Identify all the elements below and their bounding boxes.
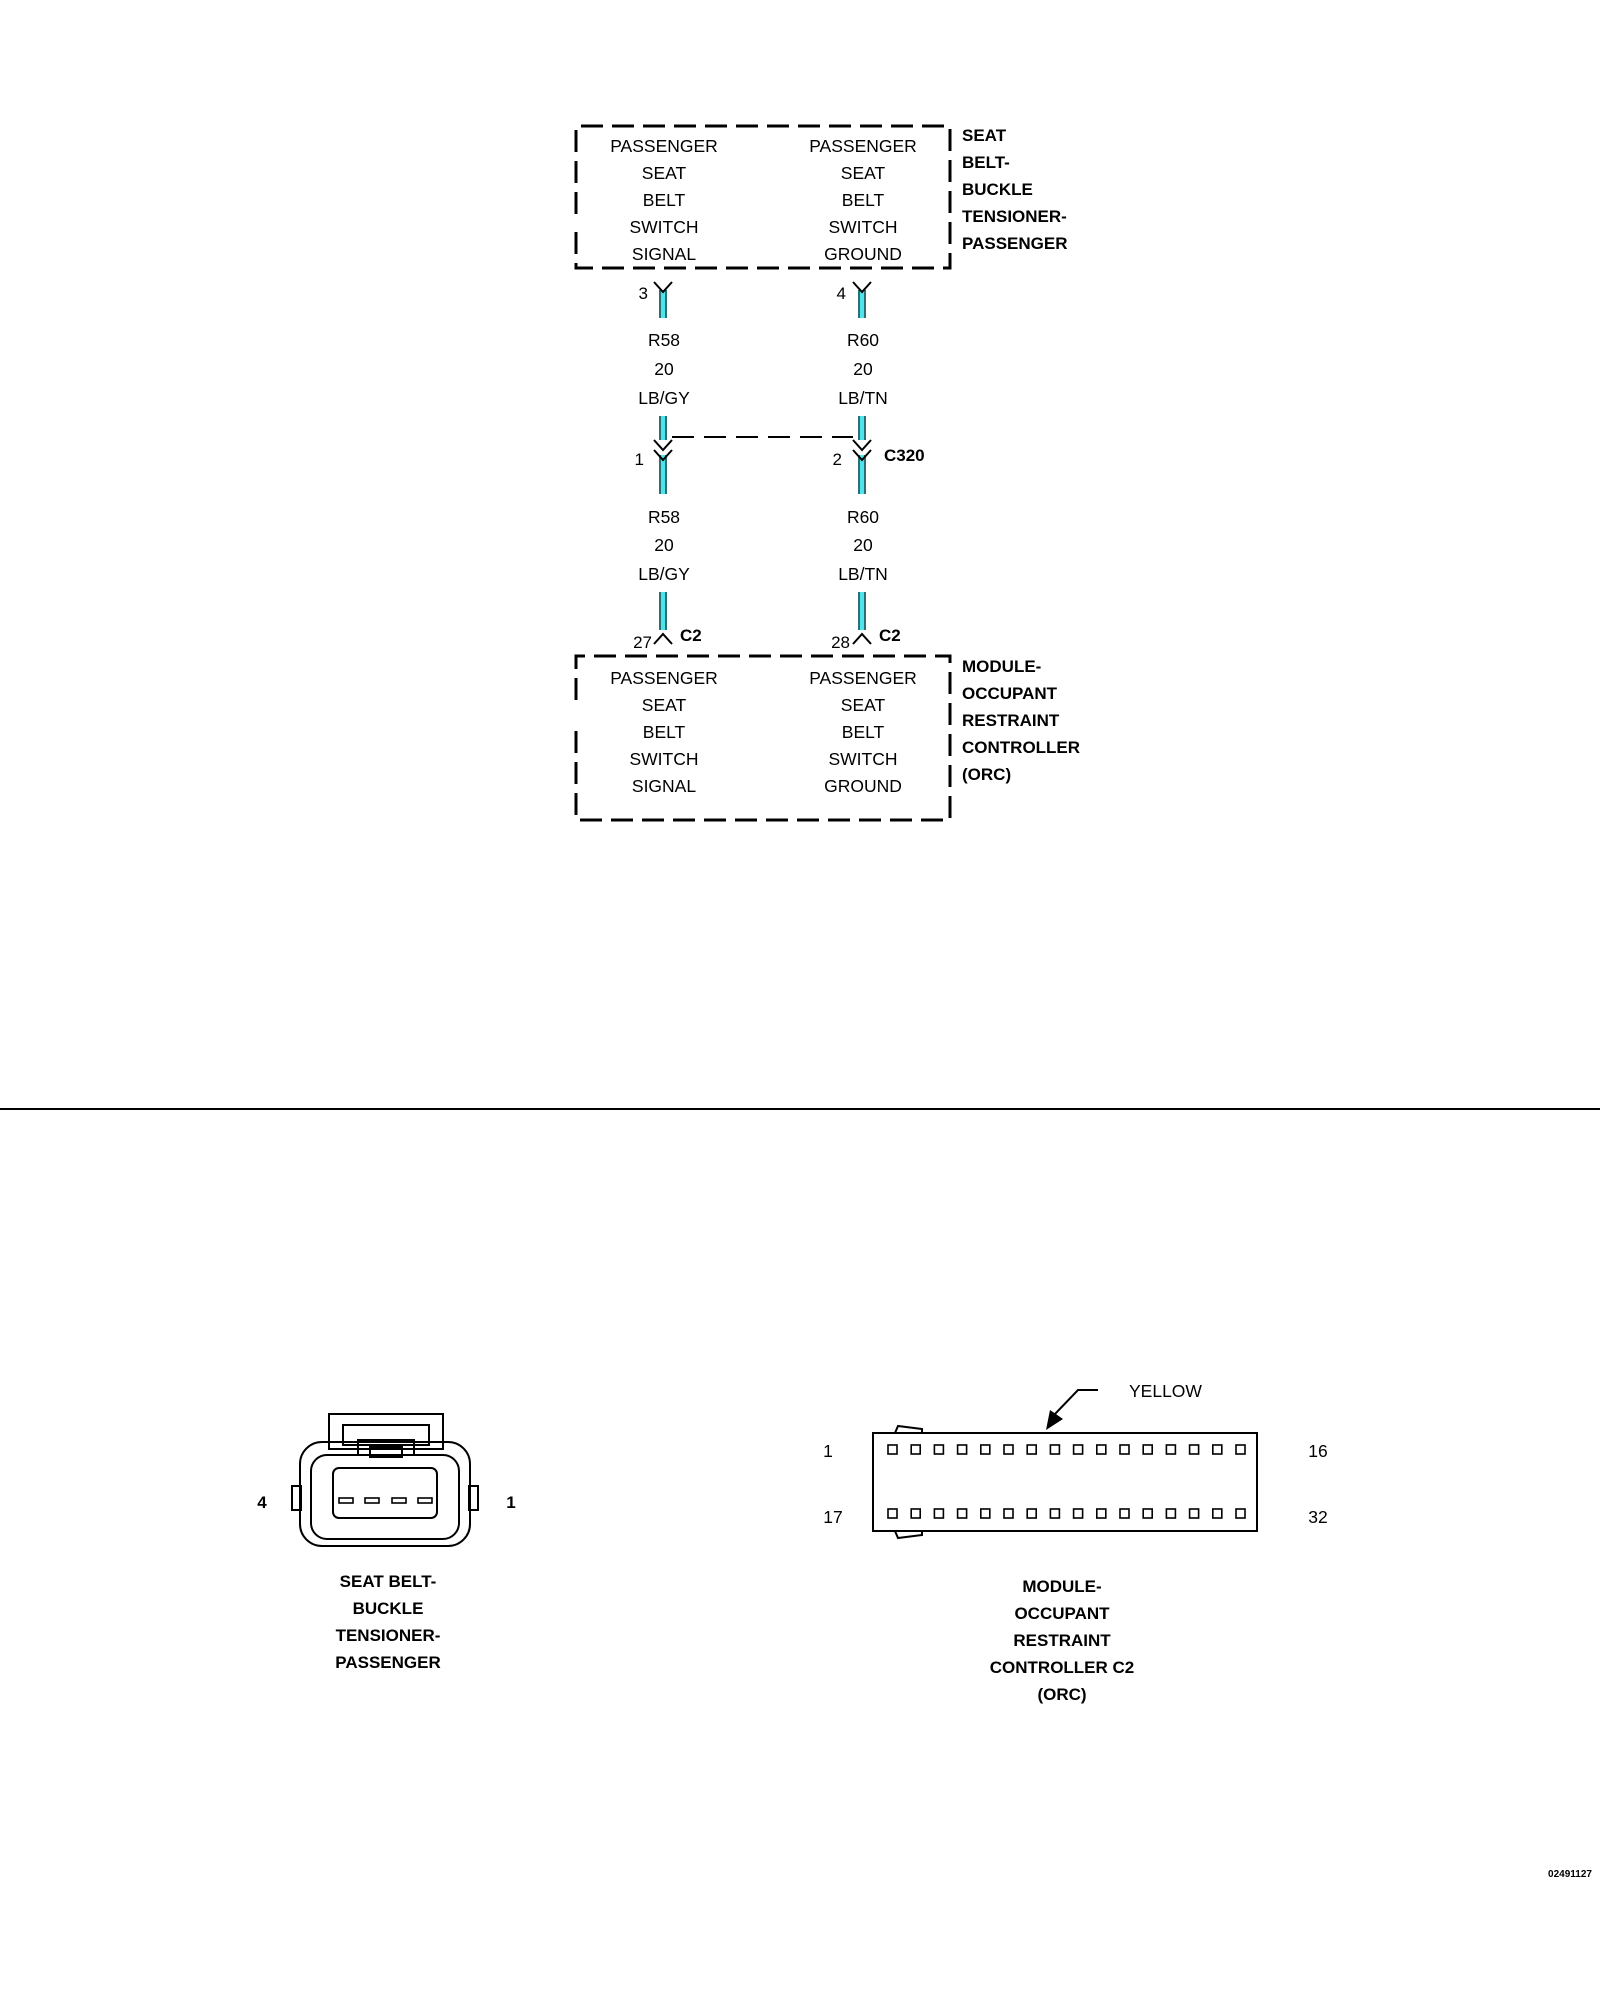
circuit-text: SWITCH bbox=[629, 217, 699, 237]
pin-number: 27 bbox=[633, 633, 652, 652]
cavity-row-bottom bbox=[888, 1509, 1245, 1518]
top-component bbox=[576, 126, 1068, 268]
top-component-name bbox=[962, 126, 1068, 253]
circuit-text: SWITCH bbox=[629, 749, 699, 769]
bottom-right-circuit-label bbox=[809, 668, 917, 796]
connector-body bbox=[873, 1433, 1257, 1531]
circuit-text: GROUND bbox=[824, 244, 902, 264]
pin-number: 32 bbox=[1308, 1507, 1328, 1527]
connector-latch bbox=[329, 1414, 443, 1449]
connector-caption: TENSIONER- bbox=[335, 1626, 441, 1645]
component-name-text: BELT- bbox=[962, 153, 1010, 172]
male-terminal-symbol bbox=[654, 634, 672, 644]
terminal-cavity bbox=[1190, 1509, 1199, 1518]
pin-number: 4 bbox=[836, 284, 846, 303]
circuit-text: PASSENGER bbox=[610, 668, 718, 688]
terminal-cavity bbox=[1143, 1445, 1152, 1454]
connector-caption: SEAT BELT- bbox=[339, 1572, 437, 1591]
top-left-circuit-label bbox=[610, 136, 718, 264]
component-name-text: MODULE- bbox=[962, 657, 1042, 676]
pin-number: 4 bbox=[257, 1493, 267, 1512]
connector-name: C2 bbox=[680, 626, 702, 645]
connector-caption: CONTROLLER C2 bbox=[989, 1658, 1135, 1677]
female-terminal-symbol bbox=[654, 440, 672, 450]
inline-connector-c320 bbox=[672, 437, 925, 465]
pin-number: 3 bbox=[638, 284, 648, 303]
circuit-text: BELT bbox=[642, 722, 686, 742]
callout-arrowhead bbox=[1046, 1410, 1063, 1430]
wire-circuit: R60 bbox=[846, 507, 880, 527]
circuit-text: SWITCH bbox=[828, 217, 898, 237]
bottom-component bbox=[576, 656, 1080, 820]
component-name-text: SEAT bbox=[962, 126, 1007, 145]
connector-caption: (ORC) bbox=[1037, 1685, 1087, 1704]
wire-gauge: 20 bbox=[853, 359, 873, 379]
male-terminal-symbol bbox=[853, 634, 871, 644]
circuit-text: PASSENGER bbox=[809, 136, 917, 156]
circuit-text: SEAT bbox=[641, 695, 687, 715]
terminal-cavity bbox=[1027, 1445, 1036, 1454]
terminal-cavity bbox=[1143, 1509, 1152, 1518]
pin-number: 17 bbox=[823, 1507, 843, 1527]
component-name-text: CONTROLLER bbox=[962, 738, 1081, 757]
connector-caption: OCCUPANT bbox=[1014, 1604, 1110, 1623]
terminal-cavity bbox=[1004, 1509, 1013, 1518]
wire-gauge: 20 bbox=[853, 535, 873, 555]
terminal-cavity bbox=[911, 1509, 920, 1518]
terminal-cavity bbox=[1166, 1509, 1175, 1518]
wire-gauge: 20 bbox=[654, 535, 674, 555]
terminal-cavity bbox=[1236, 1445, 1245, 1454]
bottom-left-circuit-label bbox=[610, 668, 718, 796]
terminal-cavity bbox=[888, 1445, 897, 1454]
terminal-cavity bbox=[1166, 1445, 1175, 1454]
terminal-cavity bbox=[1120, 1445, 1129, 1454]
terminal-cavity bbox=[911, 1445, 920, 1454]
pin-number: 1 bbox=[634, 450, 644, 469]
terminal-cavity bbox=[1236, 1509, 1245, 1518]
connector-caption: BUCKLE bbox=[352, 1599, 424, 1618]
pin-number: 16 bbox=[1308, 1441, 1328, 1461]
wire-r58 bbox=[633, 282, 702, 652]
terminal-cavity bbox=[1213, 1509, 1222, 1518]
connector-cavity-block bbox=[333, 1468, 437, 1518]
connector-name: C320 bbox=[884, 446, 925, 465]
connector-view-seat-belt-tensioner bbox=[257, 1414, 515, 1672]
component-name-text: OCCUPANT bbox=[962, 684, 1058, 703]
connector-name: C2 bbox=[879, 626, 901, 645]
connector-caption: RESTRAINT bbox=[1013, 1631, 1111, 1650]
connector-caption: PASSENGER bbox=[335, 1653, 441, 1672]
terminal-cavity bbox=[392, 1498, 406, 1503]
connector-top-lock bbox=[895, 1426, 922, 1433]
component-name-text: TENSIONER- bbox=[962, 207, 1067, 226]
circuit-text: SIGNAL bbox=[631, 776, 697, 796]
terminal-cavity bbox=[1074, 1509, 1083, 1518]
terminal-cavity bbox=[365, 1498, 379, 1503]
terminal-cavity bbox=[418, 1498, 432, 1503]
pin-number: 1 bbox=[506, 1493, 516, 1512]
cavity-row-top bbox=[888, 1445, 1245, 1454]
terminal-cavity bbox=[1004, 1445, 1013, 1454]
terminal-cavity bbox=[1097, 1445, 1106, 1454]
pin-number: 28 bbox=[831, 633, 850, 652]
bottom-component-name bbox=[962, 657, 1080, 784]
component-name-text: (ORC) bbox=[962, 765, 1012, 784]
circuit-text: BELT bbox=[841, 722, 885, 742]
wire-r60 bbox=[831, 282, 901, 652]
terminal-cavity bbox=[888, 1509, 897, 1518]
terminal-cavity bbox=[1027, 1509, 1036, 1518]
connector-bottom-lock bbox=[895, 1531, 922, 1538]
terminal-cavity bbox=[1050, 1509, 1059, 1518]
terminal-cavity bbox=[1120, 1509, 1129, 1518]
terminal-cavity bbox=[339, 1498, 353, 1503]
wire-circuit: R60 bbox=[846, 330, 880, 350]
component-name-text: PASSENGER bbox=[962, 234, 1068, 253]
circuit-text: GROUND bbox=[824, 776, 902, 796]
component-name-text: BUCKLE bbox=[962, 180, 1033, 199]
top-right-circuit-label bbox=[809, 136, 917, 264]
connector-view-orc-c2 bbox=[823, 1381, 1328, 1704]
circuit-text: PASSENGER bbox=[610, 136, 718, 156]
terminal-cavity bbox=[1074, 1445, 1083, 1454]
wire-color: LB/GY bbox=[638, 388, 690, 408]
wire-circuit: R58 bbox=[647, 330, 681, 350]
circuit-text: SEAT bbox=[840, 163, 886, 183]
circuit-text: SEAT bbox=[840, 695, 886, 715]
terminal-cavity bbox=[934, 1509, 943, 1518]
terminal-cavity bbox=[1213, 1445, 1222, 1454]
terminal-cavity bbox=[1190, 1445, 1199, 1454]
circuit-text: BELT bbox=[841, 190, 885, 210]
terminal-cavity bbox=[934, 1445, 943, 1454]
circuit-text: BELT bbox=[642, 190, 686, 210]
pin-number: 1 bbox=[823, 1441, 833, 1461]
wire-color: LB/TN bbox=[838, 564, 888, 584]
wire-color: LB/GY bbox=[638, 564, 690, 584]
female-terminal-symbol bbox=[853, 440, 871, 450]
pin-number: 2 bbox=[832, 450, 842, 469]
figure-id: 02491127 bbox=[1548, 1869, 1592, 1880]
wire-color: LB/TN bbox=[838, 388, 888, 408]
terminal-cavity bbox=[981, 1445, 990, 1454]
terminal-cavity bbox=[1097, 1509, 1106, 1518]
circuit-text: SEAT bbox=[641, 163, 687, 183]
callout-label: YELLOW bbox=[1129, 1381, 1202, 1401]
terminal-cavity bbox=[1050, 1445, 1059, 1454]
component-name-text: RESTRAINT bbox=[962, 711, 1060, 730]
terminal-cavity bbox=[981, 1509, 990, 1518]
terminal-cavity bbox=[958, 1445, 967, 1454]
circuit-text: SWITCH bbox=[828, 749, 898, 769]
connector-caption: MODULE- bbox=[1022, 1577, 1102, 1596]
terminal-cavity bbox=[958, 1509, 967, 1518]
wire-circuit: R58 bbox=[647, 507, 681, 527]
circuit-text: SIGNAL bbox=[631, 244, 697, 264]
callout-leader bbox=[1055, 1390, 1098, 1414]
circuit-text: PASSENGER bbox=[809, 668, 917, 688]
wire-gauge: 20 bbox=[654, 359, 674, 379]
